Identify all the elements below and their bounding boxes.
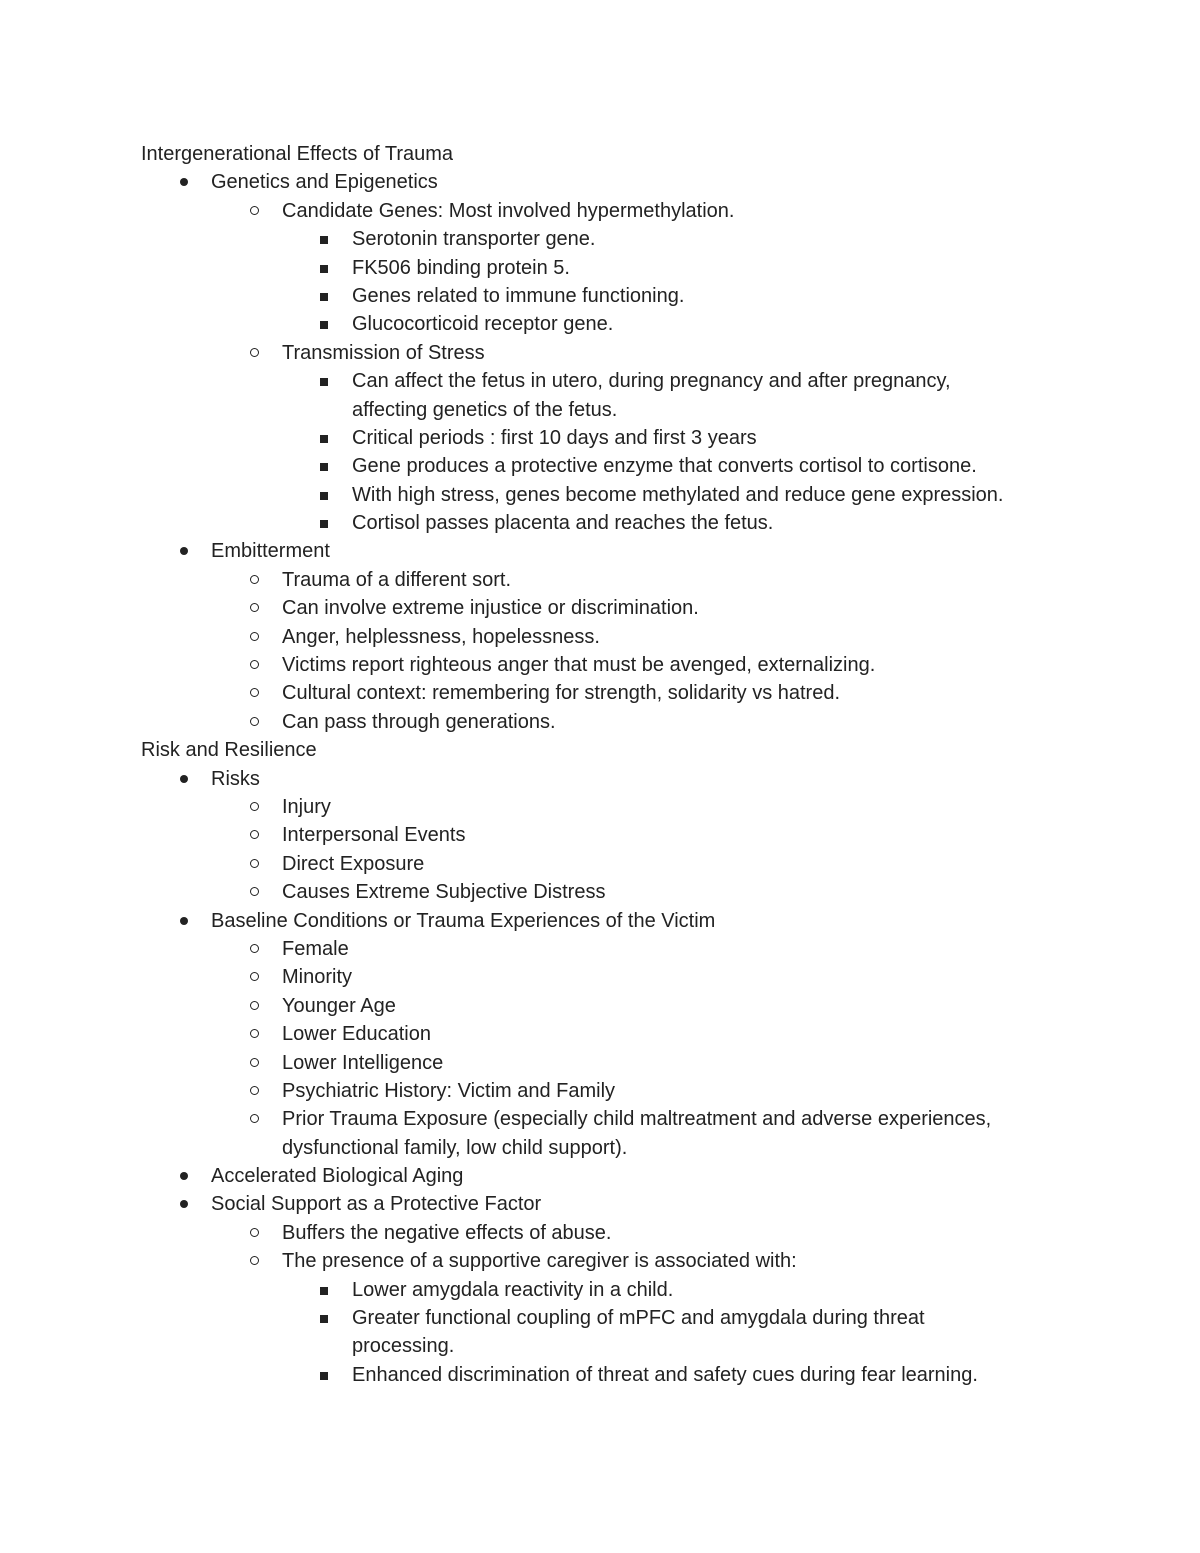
- filled-square-bullet-icon: [315, 481, 335, 509]
- list-item-level-2: [0, 992, 1200, 1020]
- list-item-level-3: [0, 282, 1200, 310]
- list-item-text: Buffers the negative effects of abuse.: [282, 1221, 612, 1244]
- list-item-level-3: [0, 367, 1200, 395]
- section-heading: [0, 140, 1200, 168]
- list-item-text: Risks: [211, 767, 260, 790]
- list-item-level-3: [0, 509, 1200, 537]
- list-item-text: The presence of a supportive caregiver is associated with:: [282, 1250, 797, 1273]
- list-item-continuation-text: dysfunctional family, low child support).: [282, 1136, 628, 1159]
- hollow-circle-bullet-icon: [245, 821, 265, 849]
- list-item-text: Enhanced discrimination of threat and safety cues during fear learning.: [352, 1363, 978, 1386]
- list-item-text: Candidate Genes: Most involved hypermethylation.: [282, 199, 735, 222]
- list-item-level-3: [0, 225, 1200, 253]
- hollow-circle-bullet-icon: [245, 594, 265, 622]
- list-item-level-2: [0, 651, 1200, 679]
- hollow-circle-bullet-icon: [245, 992, 265, 1020]
- filled-square-bullet-icon: [315, 452, 335, 480]
- hollow-circle-bullet-icon: [245, 679, 265, 707]
- list-item-text: Intergenerational Effects of Trauma: [141, 143, 454, 165]
- list-item-text: Victims report righteous anger that must be avenged, externalizing.: [282, 654, 876, 677]
- filled-square-bullet-icon: [315, 1304, 335, 1332]
- hollow-circle-bullet-icon: [245, 1020, 265, 1048]
- list-item-text: Interpersonal Events: [282, 824, 466, 847]
- hollow-circle-bullet-icon: [245, 623, 265, 651]
- hollow-circle-bullet-icon: [245, 878, 265, 906]
- list-item-text: Younger Age: [282, 994, 396, 1017]
- hollow-circle-bullet-icon: [245, 963, 265, 991]
- list-item-level-3: [0, 1304, 1200, 1332]
- hollow-circle-bullet-icon: [245, 1105, 265, 1133]
- list-item-level-3: [0, 452, 1200, 480]
- list-item-text: Serotonin transporter gene.: [352, 228, 596, 251]
- list-item-text: Prior Trauma Exposure (especially child maltreatment and adverse experiences,: [282, 1108, 992, 1131]
- list-item-text: Accelerated Biological Aging: [211, 1165, 464, 1188]
- list-item-level-2: [0, 963, 1200, 991]
- list-item-level-2: [0, 566, 1200, 594]
- list-item-text: Social Support as a Protective Factor: [211, 1193, 542, 1216]
- list-item-level-2: [0, 1247, 1200, 1275]
- filled-square-bullet-icon: [315, 1361, 335, 1389]
- list-item-level-2: [0, 339, 1200, 367]
- list-item-level-2: [0, 1020, 1200, 1048]
- list-item-text: Gene produces a protective enzyme that converts cortisol to cortisone.: [352, 455, 977, 478]
- list-item-text: With high stress, genes become methylated and reduce gene expression.: [352, 483, 1004, 506]
- hollow-circle-bullet-icon: [245, 708, 265, 736]
- list-item-level-2: [0, 793, 1200, 821]
- list-item-text: Direct Exposure: [282, 852, 425, 875]
- list-item-level-1: [0, 168, 1200, 196]
- list-item-level-2: [0, 850, 1200, 878]
- hollow-circle-bullet-icon: [245, 566, 265, 594]
- list-item-level-3: [0, 1332, 1200, 1360]
- list-item-level-3: [0, 396, 1200, 424]
- list-item-text: Cortisol passes placenta and reaches the fetus.: [352, 512, 774, 535]
- list-item-text: Injury: [282, 795, 331, 818]
- filled-disc-bullet-icon: [174, 168, 194, 196]
- hollow-circle-bullet-icon: [245, 651, 265, 679]
- list-item-level-1: [0, 765, 1200, 793]
- filled-square-bullet-icon: [315, 254, 335, 282]
- list-item-level-3: [0, 1361, 1200, 1389]
- list-item-level-2: [0, 679, 1200, 707]
- hollow-circle-bullet-icon: [245, 1219, 265, 1247]
- filled-square-bullet-icon: [315, 282, 335, 310]
- list-item-level-2: [0, 623, 1200, 651]
- list-item-text: Can affect the fetus in utero, during pregnancy and after pregnancy,: [352, 370, 951, 393]
- hollow-circle-bullet-icon: [245, 339, 265, 367]
- list-item-level-2: [0, 1134, 1200, 1162]
- list-item-level-1: [0, 907, 1200, 935]
- list-item-text: Embitterment: [211, 540, 330, 563]
- hollow-circle-bullet-icon: [245, 197, 265, 225]
- document-body: [0, 140, 1200, 1389]
- list-item-text: Trauma of a different sort.: [282, 568, 511, 591]
- list-item-text: Female: [282, 937, 349, 960]
- list-item-text: Greater functional coupling of mPFC and amygdala during threat: [352, 1307, 925, 1330]
- hollow-circle-bullet-icon: [245, 1077, 265, 1105]
- list-item-text: Psychiatric History: Victim and Family: [282, 1079, 616, 1102]
- list-item-text: Cultural context: remembering for strength, solidarity vs hatred.: [282, 682, 841, 705]
- list-item-text: Transmission of Stress: [282, 341, 485, 364]
- list-item-text: Glucocorticoid receptor gene.: [352, 313, 614, 336]
- filled-disc-bullet-icon: [174, 1190, 194, 1218]
- list-item-text: FK506 binding protein 5.: [352, 256, 570, 279]
- hollow-circle-bullet-icon: [245, 850, 265, 878]
- filled-square-bullet-icon: [315, 1276, 335, 1304]
- list-item-text: Causes Extreme Subjective Distress: [282, 881, 606, 904]
- filled-square-bullet-icon: [315, 310, 335, 338]
- list-item-text: Minority: [282, 966, 353, 989]
- hollow-circle-bullet-icon: [245, 793, 265, 821]
- list-item-level-2: [0, 935, 1200, 963]
- filled-disc-bullet-icon: [174, 1162, 194, 1190]
- filled-square-bullet-icon: [315, 367, 335, 395]
- section-heading: [0, 736, 1200, 764]
- list-item-text: Can pass through generations.: [282, 710, 556, 733]
- filled-square-bullet-icon: [315, 509, 335, 537]
- list-item-level-1: [0, 1190, 1200, 1218]
- list-item-continuation-text: affecting genetics of the fetus.: [352, 398, 618, 421]
- list-item-text: Risk and Resilience: [141, 739, 317, 762]
- list-item-level-2: [0, 1105, 1200, 1133]
- list-item-level-1: [0, 537, 1200, 565]
- filled-square-bullet-icon: [315, 424, 335, 452]
- list-item-level-2: [0, 708, 1200, 736]
- list-item-text: Lower amygdala reactivity in a child.: [352, 1278, 674, 1301]
- list-item-level-2: [0, 821, 1200, 849]
- list-item-level-2: [0, 1049, 1200, 1077]
- hollow-circle-bullet-icon: [245, 935, 265, 963]
- list-item-level-3: [0, 254, 1200, 282]
- list-item-continuation-text: processing.: [352, 1335, 455, 1358]
- list-item-level-3: [0, 481, 1200, 509]
- filled-disc-bullet-icon: [174, 537, 194, 565]
- filled-square-bullet-icon: [315, 225, 335, 253]
- hollow-circle-bullet-icon: [245, 1247, 265, 1275]
- list-item-text: Can involve extreme injustice or discrimination.: [282, 597, 699, 620]
- list-item-level-3: [0, 424, 1200, 452]
- list-item-level-1: [0, 1162, 1200, 1190]
- filled-disc-bullet-icon: [174, 765, 194, 793]
- list-item-text: Genes related to immune functioning.: [352, 284, 685, 307]
- list-item-level-2: [0, 1219, 1200, 1247]
- list-item-level-2: [0, 878, 1200, 906]
- list-item-level-3: [0, 1276, 1200, 1304]
- list-item-text: Baseline Conditions or Trauma Experiences of the Victim: [211, 909, 716, 932]
- list-item-level-2: [0, 1077, 1200, 1105]
- list-item-text: Critical periods : first 10 days and first 3 years: [352, 426, 757, 449]
- hollow-circle-bullet-icon: [245, 1049, 265, 1077]
- list-item-text: Genetics and Epigenetics: [211, 171, 438, 194]
- list-item-text: Lower Education: [282, 1023, 431, 1046]
- list-item-level-3: [0, 310, 1200, 338]
- list-item-level-2: [0, 594, 1200, 622]
- list-item-level-2: [0, 197, 1200, 225]
- list-item-text: Lower Intelligence: [282, 1051, 444, 1074]
- list-item-text: Anger, helplessness, hopelessness.: [282, 625, 600, 648]
- filled-disc-bullet-icon: [174, 907, 194, 935]
